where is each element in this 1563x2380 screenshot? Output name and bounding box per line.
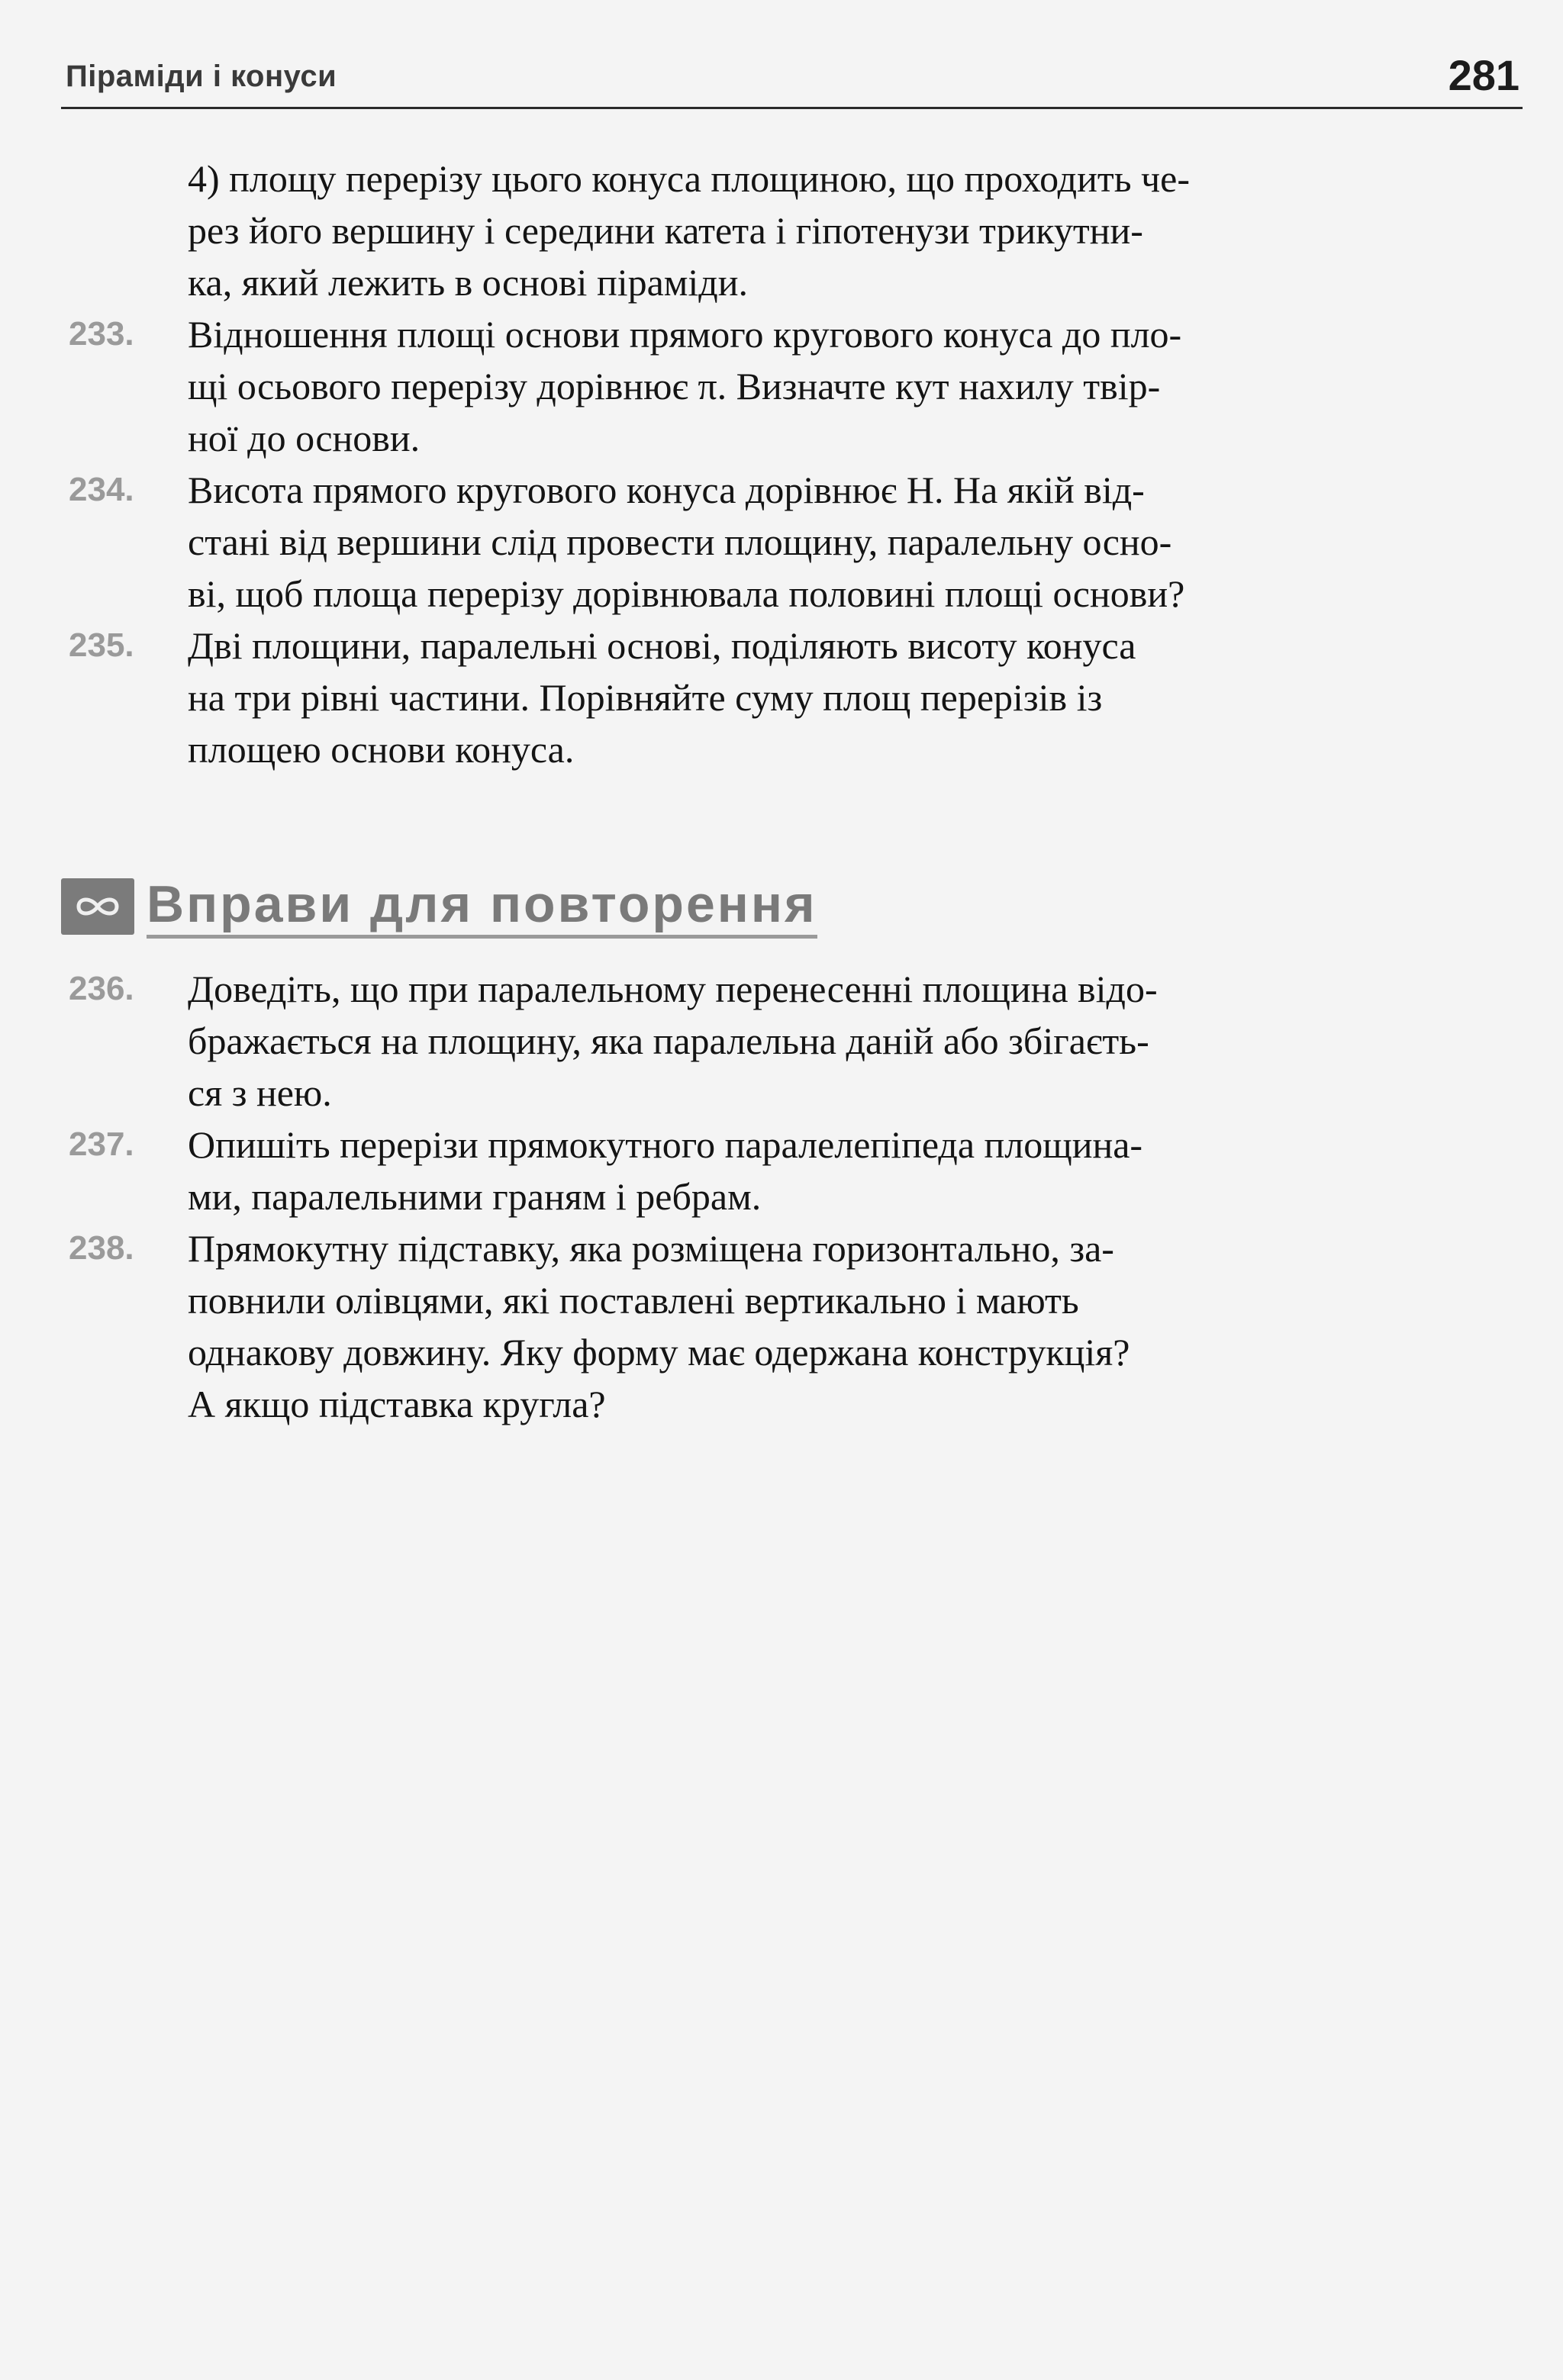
problem-number: 234.: [69, 471, 134, 508]
text-line: площею основи конуса.: [188, 728, 575, 771]
problem-234: [61, 464, 1523, 620]
text-line: рез його вершину і середини катета і гіпотенузи трикутни-: [188, 209, 1143, 252]
text-line: А якщо підставка кругла?: [188, 1383, 606, 1425]
text-line: ми, паралельними граням і ребрам.: [188, 1175, 762, 1218]
problem-continuation: [61, 153, 1523, 308]
text-line: Прямокутну підставку, яка розміщена горизонтально, за-: [188, 1227, 1114, 1270]
text-line: Дві площини, паралельні основі, поділяють висоту конуса: [188, 624, 1136, 667]
problem-number: 236.: [69, 970, 134, 1007]
problem-235: [61, 620, 1523, 775]
text-line: 4) площу перерізу цього конуса площиною, що проходить че-: [188, 157, 1191, 200]
text-line: ся з нею.: [188, 1071, 332, 1114]
problem-number: 237.: [69, 1126, 134, 1163]
problem-number: 238.: [69, 1229, 134, 1267]
running-header: [61, 46, 1523, 109]
problem-236: [61, 963, 1523, 1119]
infinity-icon: [61, 878, 134, 935]
problem-238: [61, 1222, 1523, 1430]
page-number: 281: [1448, 51, 1519, 99]
problem-233: [61, 308, 1523, 464]
text-line: на три рівні частини. Порівняйте суму площ перерізів із: [188, 676, 1103, 719]
problems-top: [61, 153, 1523, 775]
problems-bottom: [61, 963, 1523, 1430]
text-line: Доведіть, що при паралельному перенесенні площина відо-: [188, 968, 1158, 1010]
text-line: стані від вершини слід провести площину, паралельну осно-: [188, 520, 1172, 563]
text-line: ві, щоб площа перерізу дорівнювала половині площі основи?: [188, 572, 1185, 615]
text-line: повнили олівцями, які поставлені вертикально і мають: [188, 1279, 1079, 1322]
text-line: щі осьового перерізу дорівнює π. Визначте кут нахилу твір-: [188, 365, 1161, 407]
text-line: однакову довжину. Яку форму має одержана конструкція?: [188, 1331, 1130, 1374]
text-line: Опишіть перерізи прямокутного паралелепіпеда площина-: [188, 1123, 1143, 1166]
problem-number: 233.: [69, 315, 134, 353]
text-line: бражається на площину, яка паралельна даній або збігаєть-: [188, 1019, 1149, 1062]
text-line: ної до основи.: [188, 417, 421, 459]
text-line: Висота прямого кругового конуса дорівнює H. На якій від-: [188, 469, 1145, 511]
text-line: Відношення площі основи прямого кругового конуса до пло-: [188, 313, 1182, 356]
problem-number: 235.: [69, 626, 134, 664]
section-heading: [61, 870, 817, 943]
section-title: Вправи для повторення: [147, 875, 817, 939]
text-line: ка, який лежить в основі піраміди.: [188, 261, 749, 304]
chapter-title: Піраміди і конуси: [66, 60, 337, 93]
problem-237: [61, 1119, 1523, 1222]
